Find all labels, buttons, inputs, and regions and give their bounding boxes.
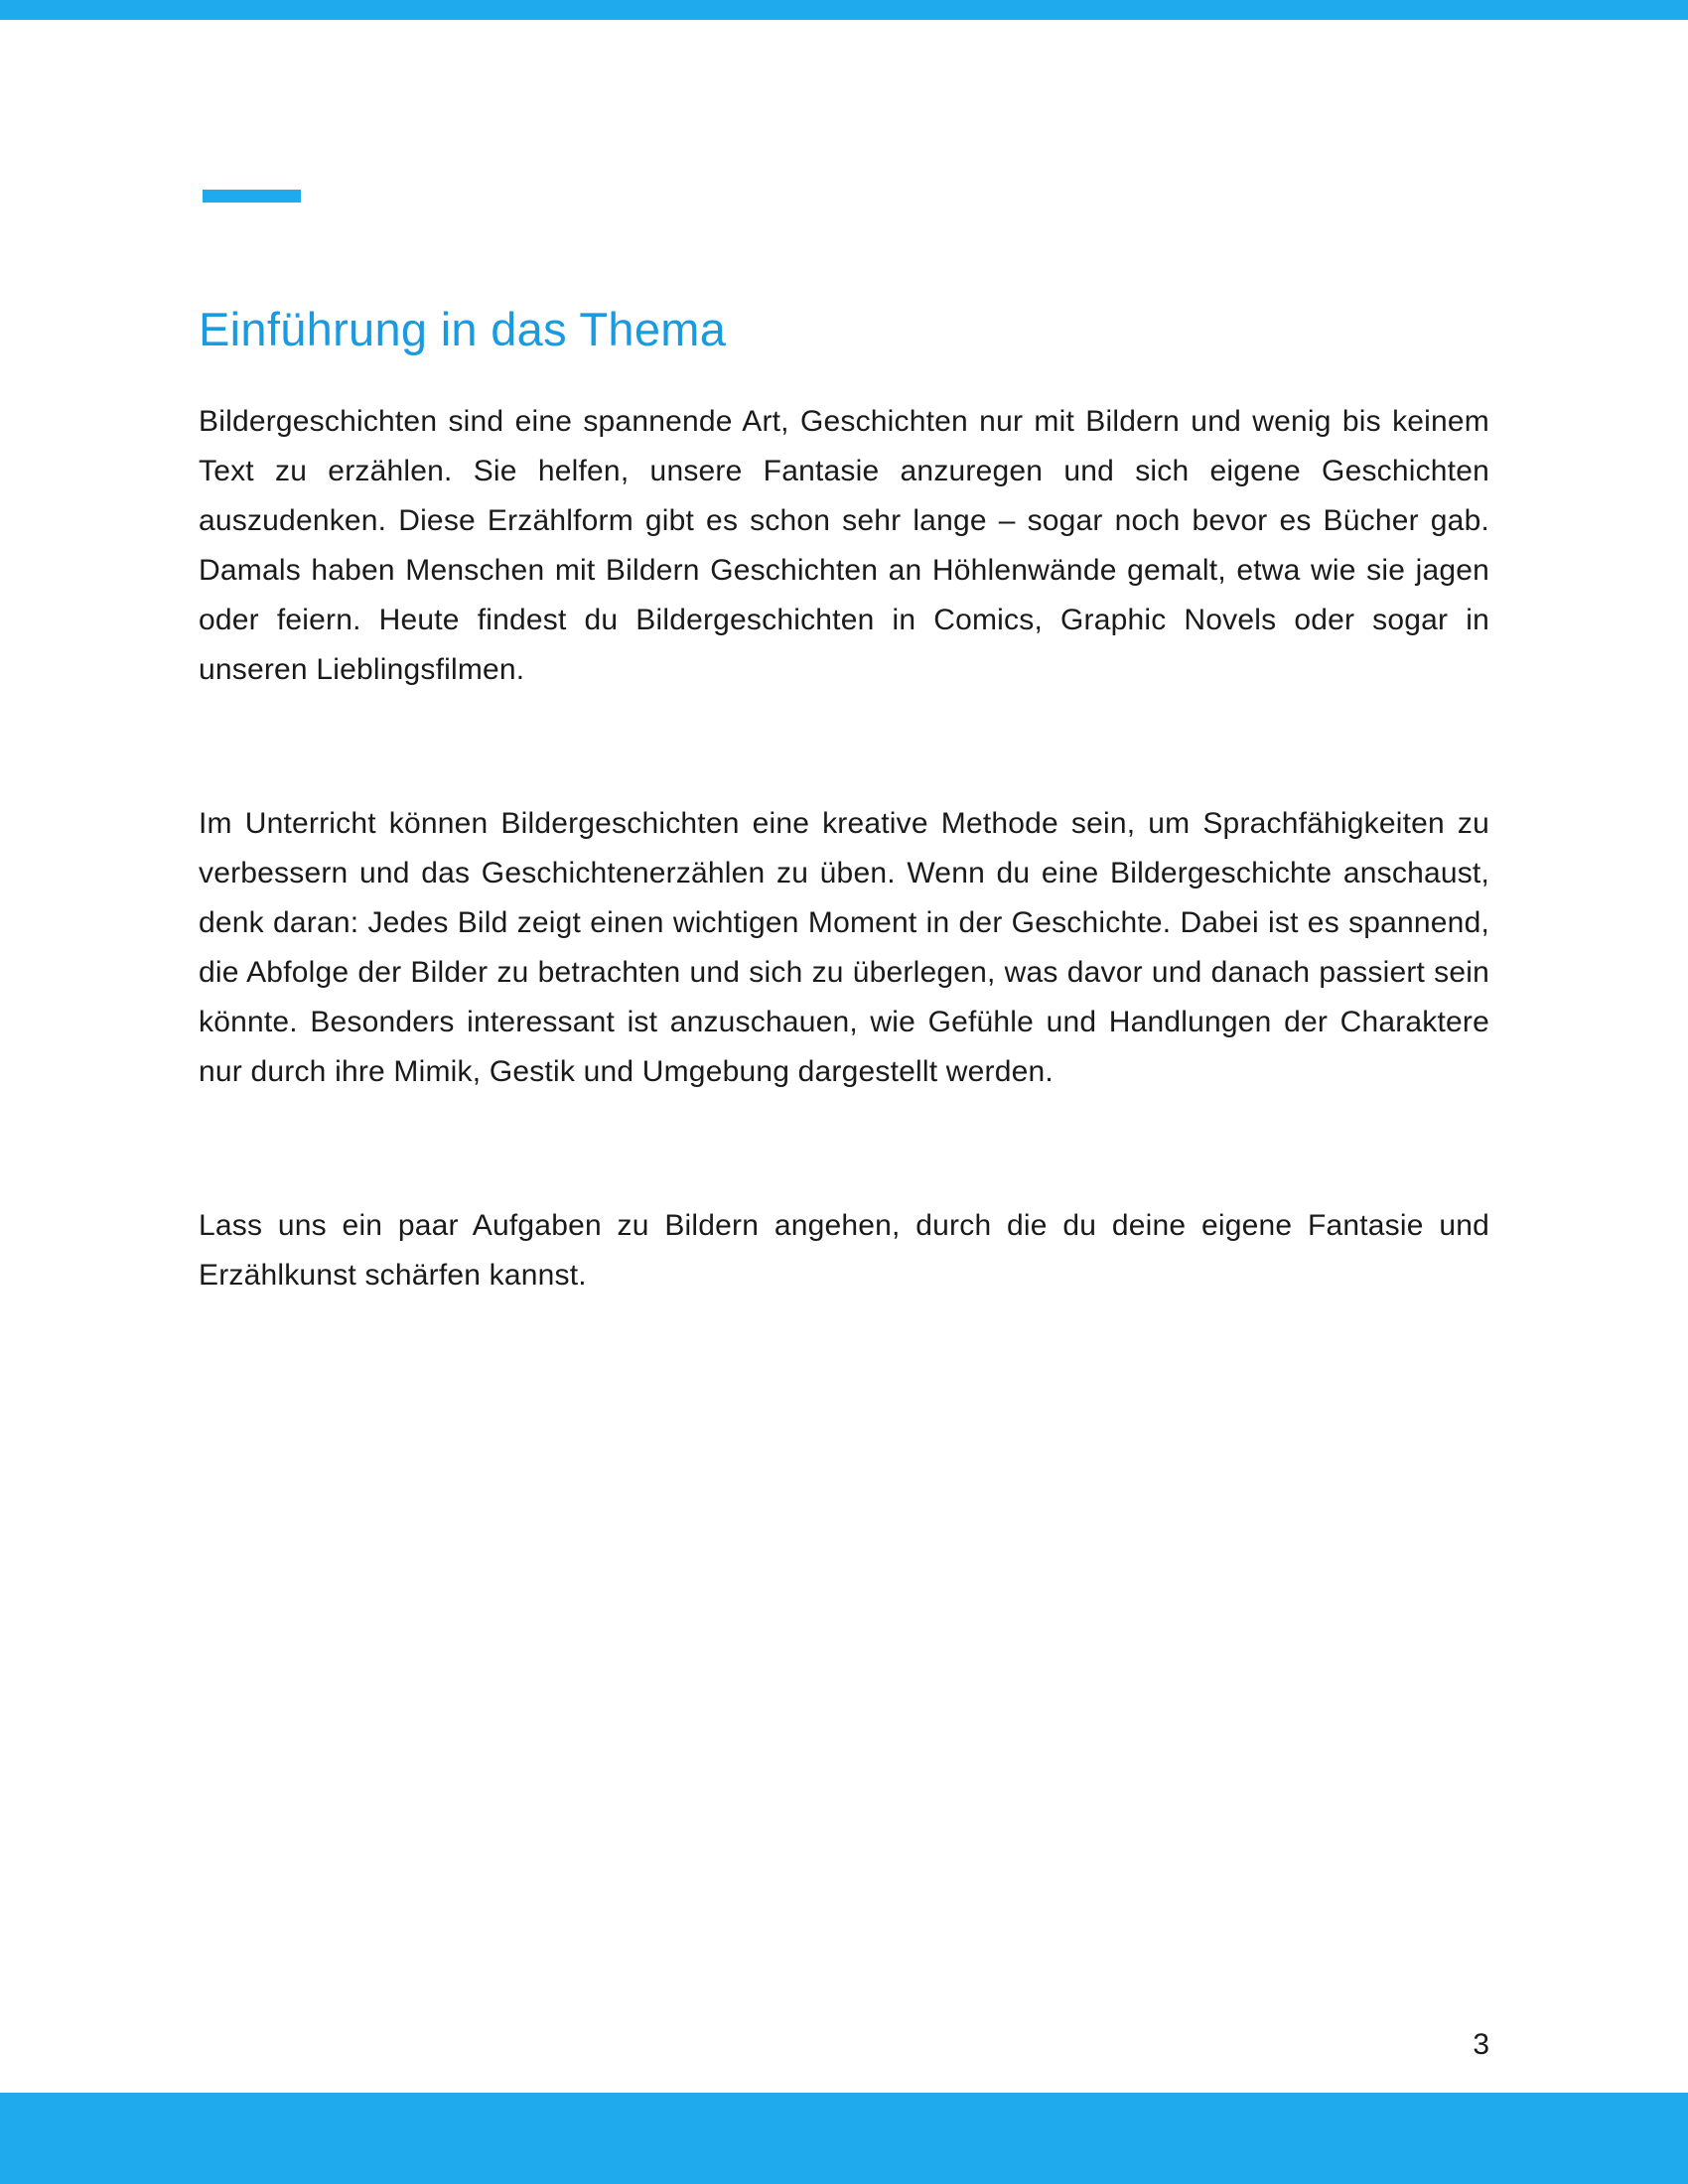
paragraph-tasks: Lass uns ein paar Aufgaben zu Bildern angehen, durch die du deine eigene Fantasie und Erzählkunst schärfen kannst. [199,1209,1489,1292]
title-accent-dash [203,190,301,203]
body-text [199,397,1489,1300]
top-accent-bar [0,0,1688,20]
paragraph-classroom: Im Unterricht können Bildergeschichten eine kreative Methode sein, um Sprachfähigkeiten zu verbessern und das Geschichtenerzählen zu üben. Wenn du eine Bildergeschichte anschaust, denk daran: Jedes Bild zeigt einen wichtigen Moment in der Geschichte. Dabei ist es spannend, die Abfolge der Bilder zu betrachten und sich zu überlegen, was davor und danach passiert sein könnte. Besonders interessant ist anzuschauen, wie Gefühle und Handlungen der Charaktere nur durch ihre Mimik, Gestik und Umgebung dargestellt werden. [199,807,1489,1088]
page-number: 3 [1473,2028,1489,2061]
bottom-accent-bar [0,2093,1688,2184]
page-title: Einführung in das Thema [199,303,727,355]
paragraph-intro: Bildergeschichten sind eine spannende Art, Geschichten nur mit Bildern und wenig bis keinem Text zu erzählen. Sie helfen, unsere Fantasie anzuregen und sich eigene Geschichten auszudenken. Diese Erzählform gibt es schon sehr lange – sogar noch bevor es Bücher gab. Damals haben Menschen mit Bildern Geschichten an Höhlenwände gemalt, etwa wie sie jagen oder feiern. Heute findest du Bildergeschichten in Comics, Graphic Novels oder sogar in unseren Lieblingsfilmen. [199,405,1489,686]
